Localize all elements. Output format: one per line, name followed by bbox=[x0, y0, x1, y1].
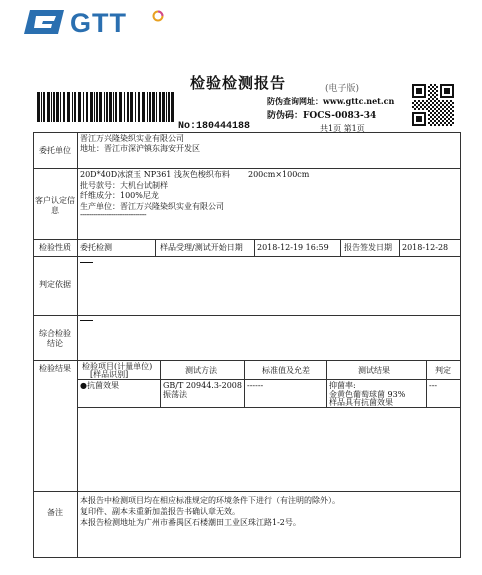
anti-fake-code: 防伪码：FOCS-0083-34 bbox=[267, 111, 377, 121]
conclusion-empty-dash bbox=[80, 320, 93, 321]
query-site: 防伪查询网址：www.gttc.net.cn bbox=[267, 96, 395, 106]
basis-label: 判定依据 bbox=[39, 280, 71, 289]
divider bbox=[77, 407, 461, 408]
divider bbox=[33, 168, 461, 169]
row-method-standard: GB/T 20944.3-2008 bbox=[163, 381, 242, 390]
qr-code bbox=[412, 84, 454, 126]
logo-ring-icon bbox=[152, 10, 164, 22]
underline: ------------------------------ bbox=[80, 210, 147, 219]
gtt-logo-icon bbox=[24, 8, 64, 36]
producer: 生产单位：晋江万兴隆染织实业有限公司 bbox=[80, 202, 224, 211]
customer-info-label: 客户认定信息 bbox=[35, 196, 75, 215]
results-label: 检验结果 bbox=[39, 364, 71, 373]
remark-line-2: 复印件、副本未重新加盖报告书确认章无效。 bbox=[80, 507, 240, 516]
row-result-label: 抑菌率: bbox=[329, 381, 356, 390]
remark-line-1: 本报告中检测项目均在相应标准规定的环境条件下进行（有注明的除外）。 bbox=[80, 496, 340, 505]
divider bbox=[426, 360, 427, 407]
divider bbox=[33, 256, 461, 257]
product-description: 20D*40D冰滾玉 NP361 浅灰色梭织布料 bbox=[80, 170, 230, 179]
client-address: 地址：晋江市深沪镇东海安开发区 bbox=[80, 144, 200, 153]
nature-value: 委托检测 bbox=[80, 243, 112, 252]
divider bbox=[33, 491, 461, 492]
report-title: 检验检测报告 bbox=[190, 74, 287, 92]
header-item-sub: [样品识别] bbox=[90, 370, 129, 379]
client-label: 委托单位 bbox=[39, 146, 71, 155]
divider bbox=[244, 360, 245, 407]
row-standard: ------ bbox=[247, 381, 264, 390]
nature-label: 检验性质 bbox=[39, 243, 71, 252]
issued-value: 2018-12-28 bbox=[402, 243, 449, 252]
row-result-value: 金黄色葡萄球菌 93% bbox=[329, 390, 406, 399]
divider bbox=[77, 132, 78, 558]
client-name: 晋江万兴隆染织实业有限公司 bbox=[80, 134, 184, 143]
header-item: 检验项目(计量单位) bbox=[82, 362, 153, 371]
brand-name: GTT bbox=[70, 8, 127, 38]
row-judge: --- bbox=[429, 381, 438, 390]
issued-label: 报告签发日期 bbox=[344, 243, 392, 252]
divider bbox=[33, 360, 461, 361]
divider bbox=[33, 239, 461, 240]
barcode bbox=[37, 92, 177, 122]
product-size: 200cm×100cm bbox=[248, 170, 310, 179]
received-label: 样品受理/测试开始日期 bbox=[160, 243, 243, 252]
divider bbox=[33, 315, 461, 316]
divider bbox=[160, 360, 161, 407]
remark-line-3: 本报告检测地址为广州市番禺区石楼潮田工业区珠江路1-2号。 bbox=[80, 518, 301, 527]
report-number: No:180444188 bbox=[178, 121, 251, 132]
header-method: 测试方法 bbox=[185, 366, 217, 375]
divider bbox=[155, 239, 156, 256]
received-value: 2018-12-19 16:59 bbox=[257, 243, 329, 252]
batch-number: 批号款号：大机台试制样 bbox=[80, 181, 168, 190]
header-judge: 判定 bbox=[435, 366, 451, 375]
divider bbox=[340, 239, 341, 256]
fiber-composition: 纤维成分：100%尼龙 bbox=[80, 191, 159, 200]
conclusion-label: 综合检验结论 bbox=[39, 329, 71, 348]
row-result-conclusion: 样品具有抗菌效果 bbox=[329, 398, 393, 407]
divider bbox=[326, 360, 327, 407]
page-count: 共1页 第1页 bbox=[320, 124, 365, 133]
divider bbox=[399, 239, 400, 256]
row-method-name: 振荡法 bbox=[163, 390, 187, 399]
row-item: ●抗菌效果 bbox=[80, 381, 119, 390]
edition-label: (电子版) bbox=[325, 84, 360, 94]
divider bbox=[254, 239, 255, 256]
divider bbox=[77, 379, 461, 380]
header-result: 测试结果 bbox=[358, 366, 390, 375]
basis-empty-dash bbox=[80, 262, 93, 263]
remarks-label: 备注 bbox=[47, 508, 63, 517]
header-standard: 标准值及允差 bbox=[262, 366, 310, 375]
